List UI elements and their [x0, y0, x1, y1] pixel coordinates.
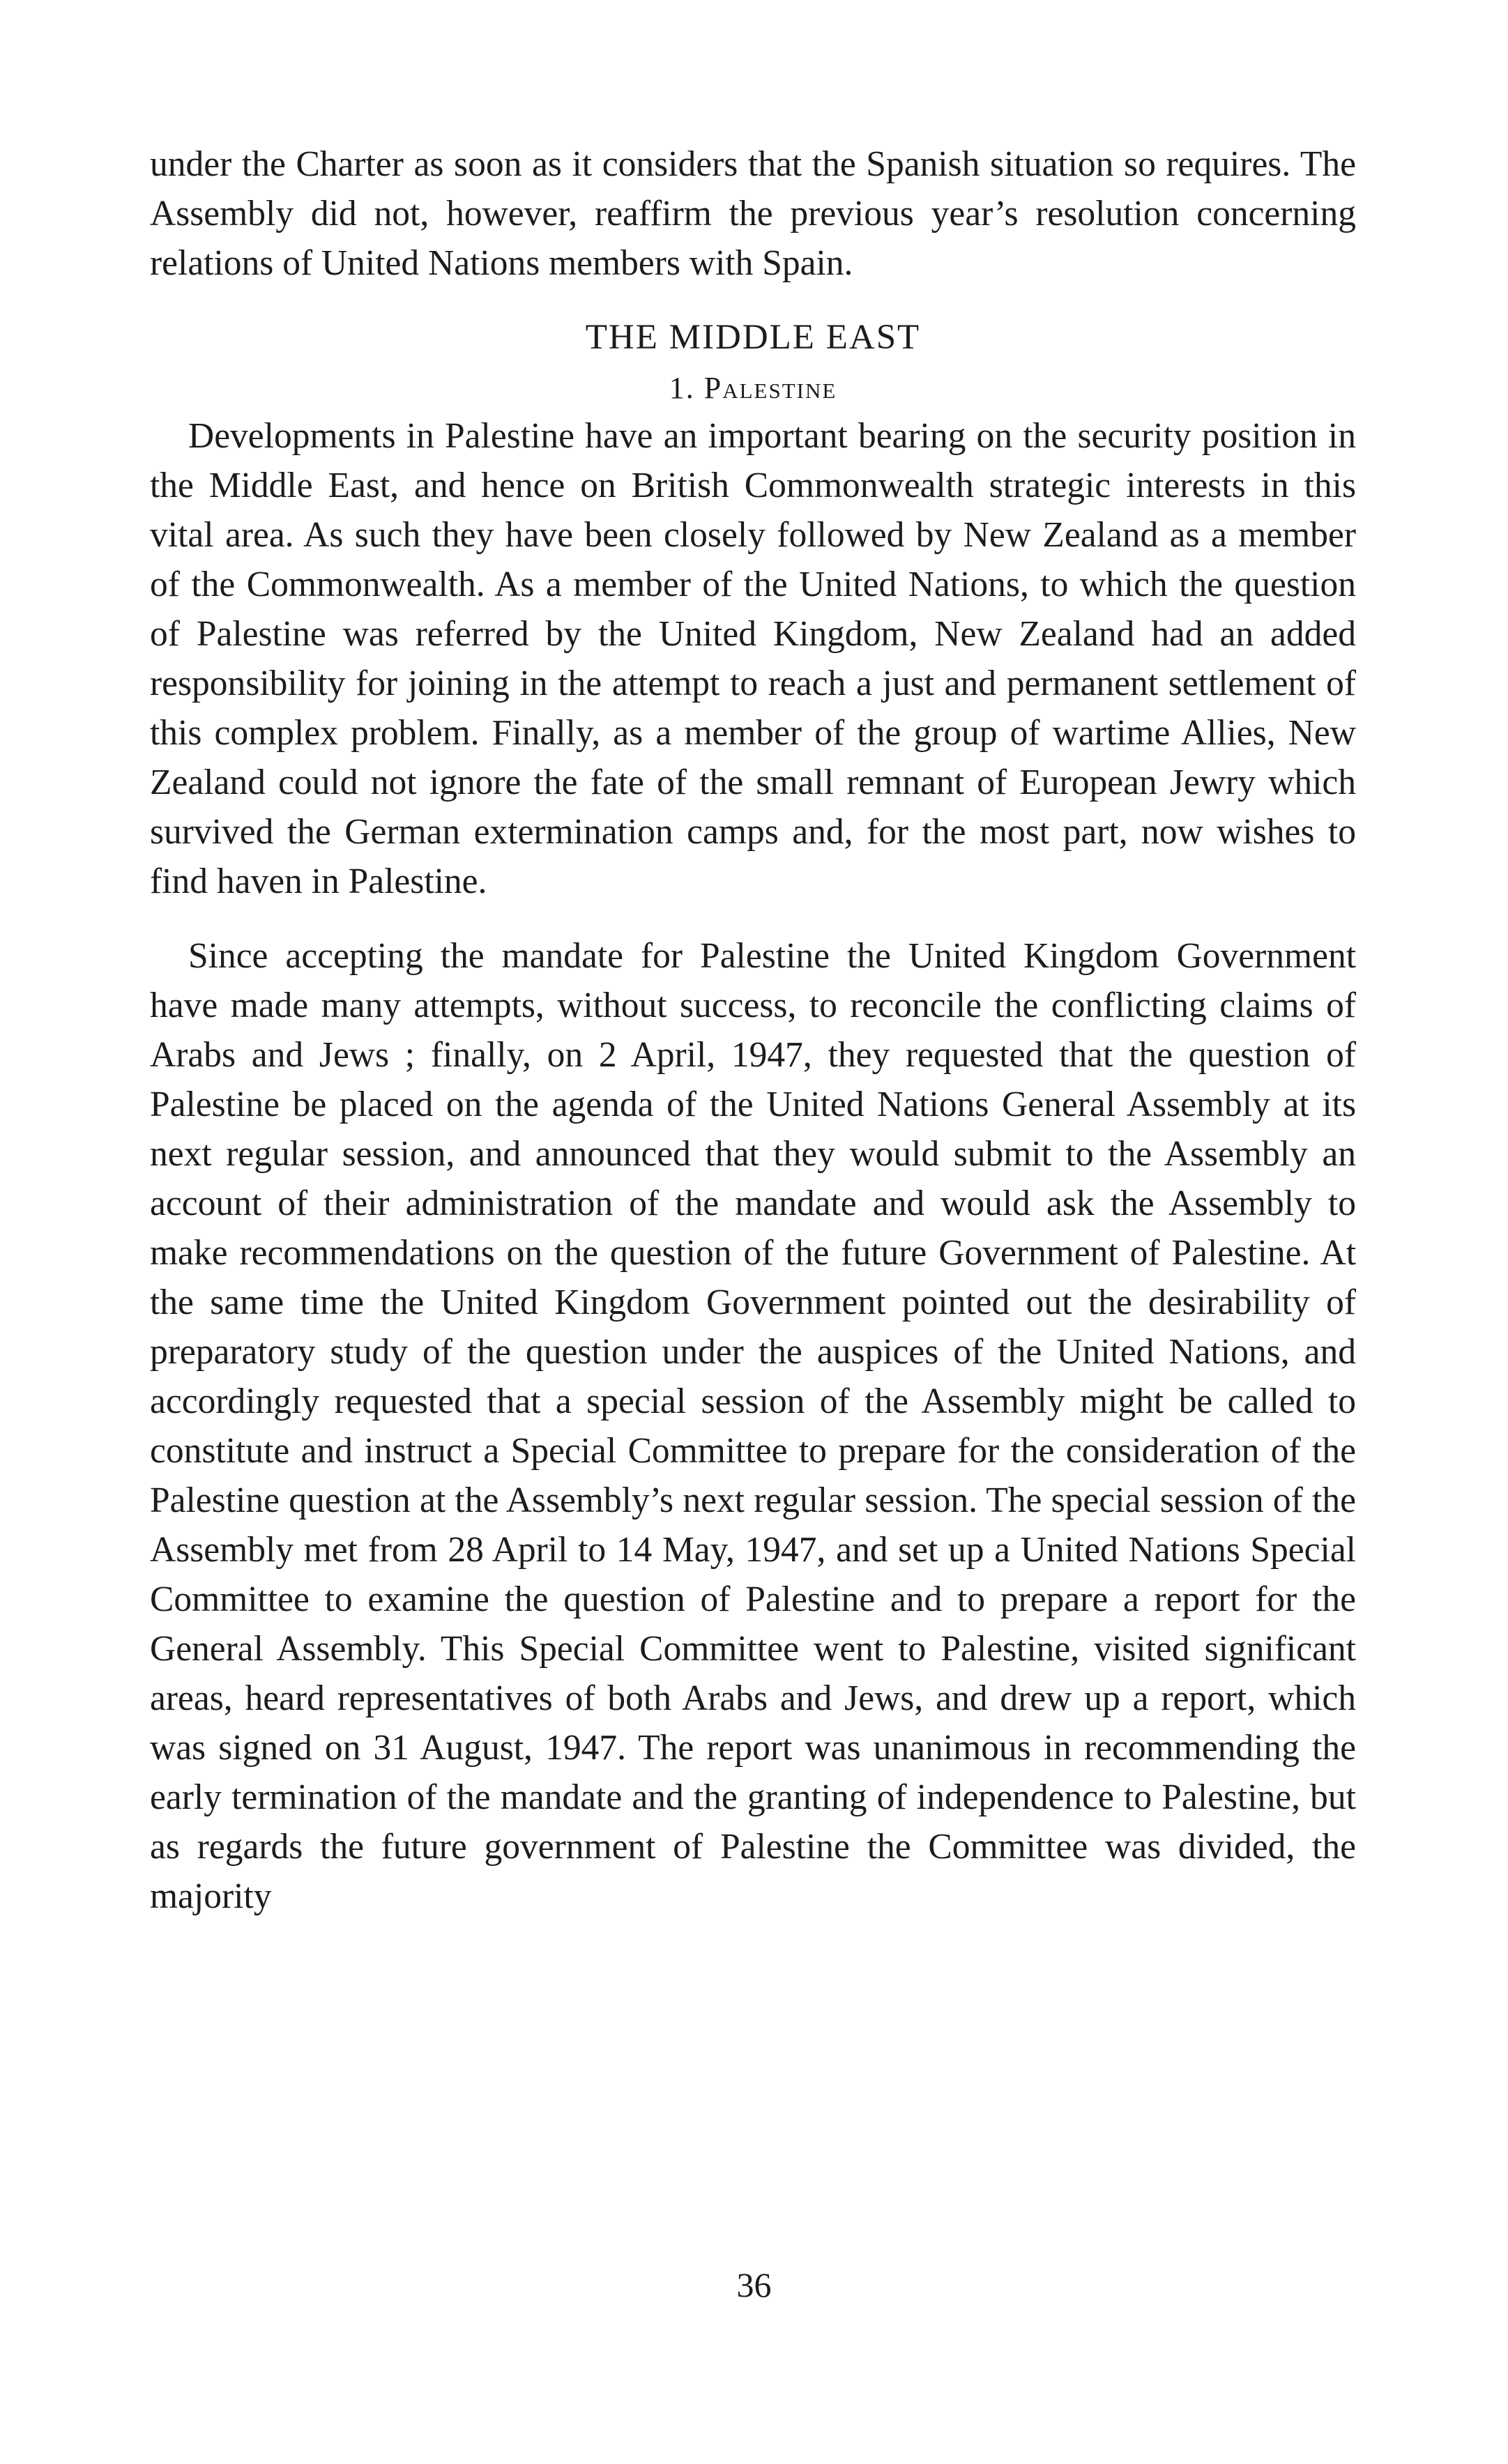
page-number: 36	[736, 2265, 772, 2304]
subsection-heading: 1. Palestine	[669, 371, 837, 405]
paragraph-gap	[150, 906, 1356, 931]
section-heading: THE MIDDLE EAST	[585, 318, 921, 357]
paragraph-continuation: under the Charter as soon as it considers that the Spanish situation so requires. The Assembly did not, however, reaffirm the previous year’s resolution concerning relations of United Nations members with Spain.	[150, 144, 1356, 283]
paragraph-palestine-mandate: Since accepting the mandate for Palestine the United Kingdom Government have made many attempts, without success, to reconcile the conflicting claims of Arabs and Jews ; finally, on 2 April, 1947, they requested that the question of Palestine be placed on the agenda of the United Nations General Assembly at its next regular session, and announced that they would submit to the Assembly an account of their administration of the mandate and would ask the Assembly to make recommendations on the question of the future Government of Palestine. At the same time the United Kingdom Government pointed out the desirability of preparatory study of the question under the auspices of the United Nations, and accordingly requested that a special session of the Assembly might be called to constitute and instruct a Special Committee to prepare for the consideration of the Palestine question at the Assembly’s next regular session. The special session of the Assembly met from 28 April to 14 May, 1947, and set up a United Nations Special Committee to examine the question of Palestine and to prepare a report for the General Assembly. This Special Committee went to Palestine, visited significant areas, heard representatives of both Arabs and Jews, and drew up a report, which was signed on 31 August, 1947. The report was unanimous in recommending the early termination of the mandate and the granting of independence to Palestine, but as regards the future government of Palestine the Committee was divided, the majority	[150, 936, 1356, 1916]
paragraph-palestine-developments: Developments in Palestine have an important bearing on the security position in the Middle East, and hence on British Commonwealth strategic interests in this vital area. As such they have been closely followed by New Zealand as a member of the Commonwealth. As a member of the United Nations, to which the question of Palestine was referred by the United Kingdom, New Zealand had an added responsibility for joining in the attempt to reach a just and permanent settlement of this complex problem. Finally, as a member of the group of wartime Allies, New Zealand could not ignore the fate of the small remnant of European Jewry which survived the German extermination camps and, for the most part, now wishes to find haven in Palestine.	[150, 416, 1356, 901]
page-body	[150, 139, 1356, 1921]
